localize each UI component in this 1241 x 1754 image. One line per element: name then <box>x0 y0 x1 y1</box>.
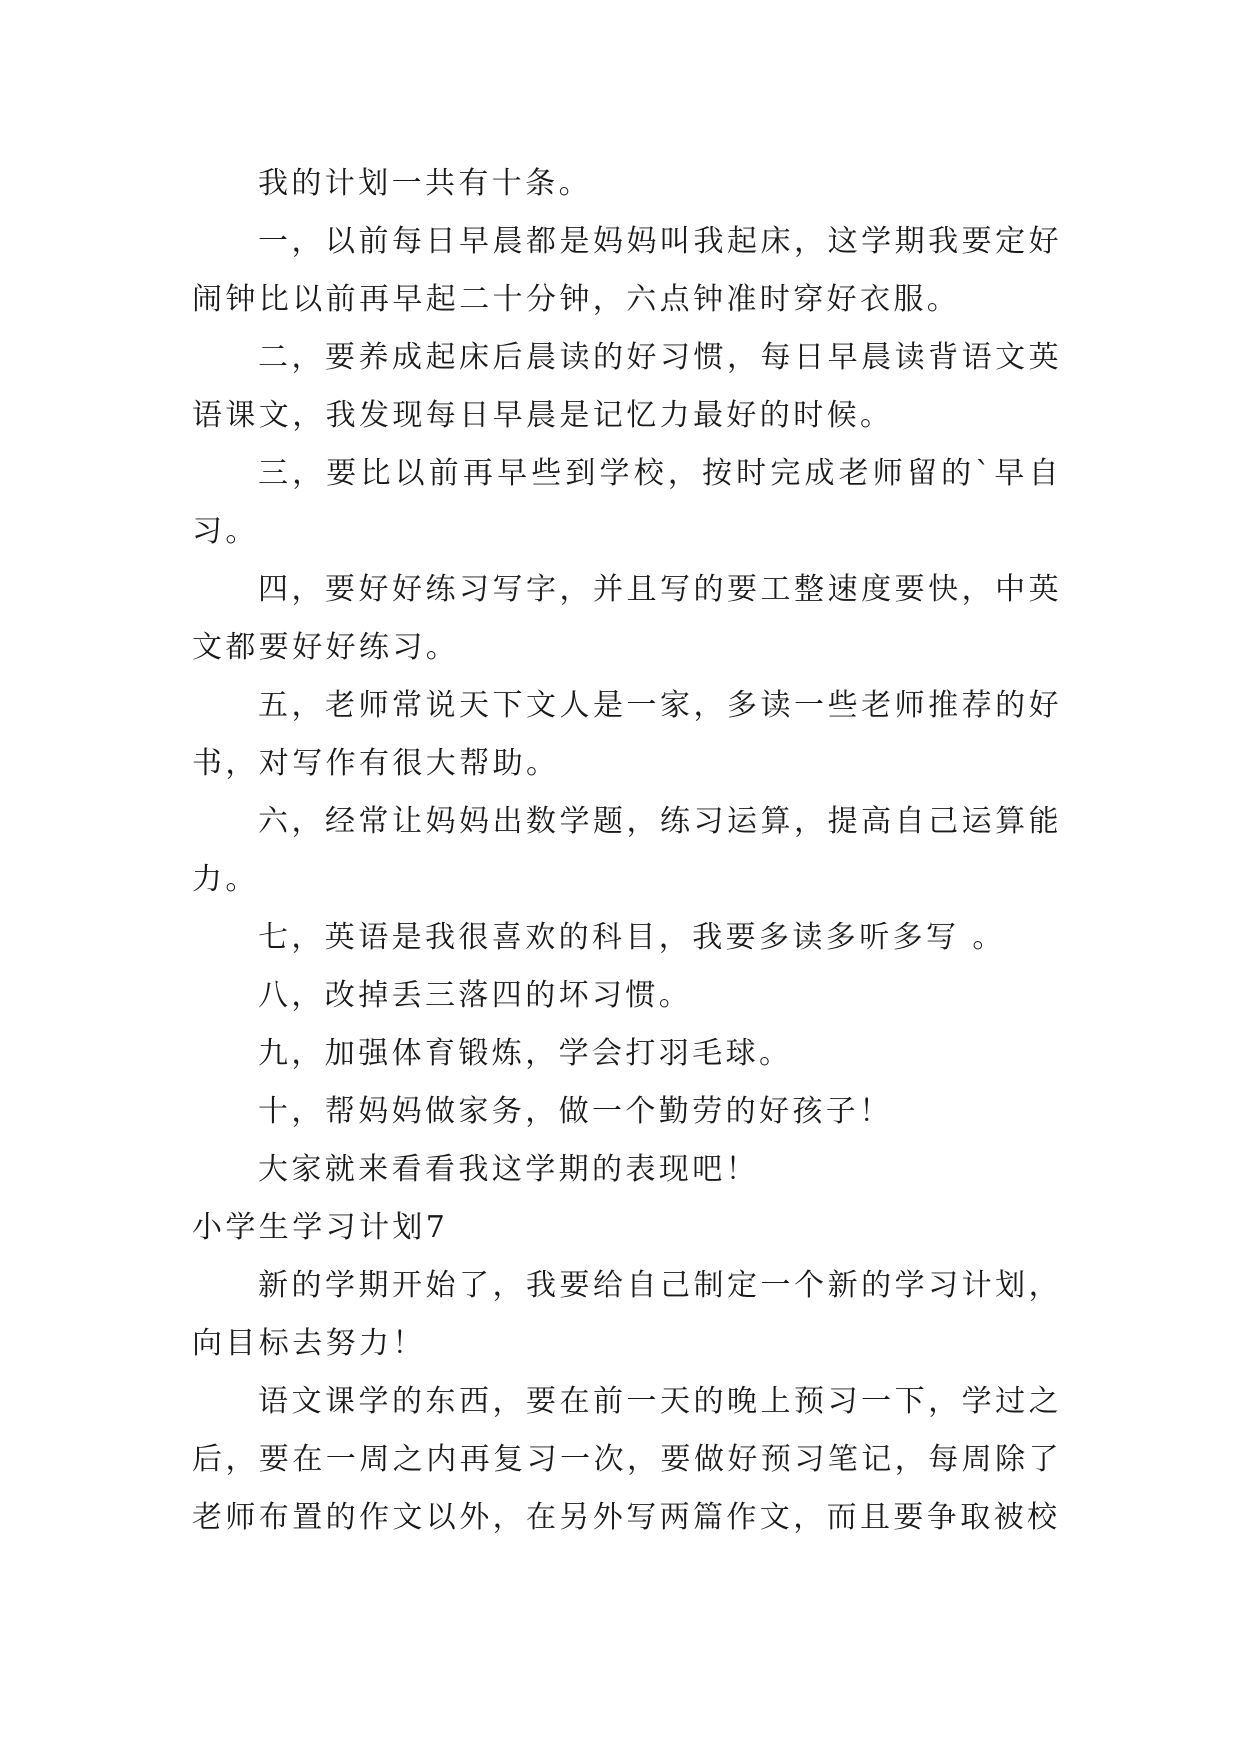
paragraph-item-10: 十，帮妈妈做家务，做一个勤劳的好孩子！ <box>258 1094 893 1129</box>
paragraph-item-9: 九，加强体育锻炼，学会打羽毛球。 <box>258 1036 793 1071</box>
section-heading: 小学生学习计划7 <box>192 1210 449 1245</box>
paragraph-item-8: 八，改掉丢三落四的坏习惯。 <box>258 978 693 1013</box>
paragraph-item-2: 二，要养成起床后晨读的好习惯，每日早晨读背语文英语课文，我发现每日早晨是记忆力最好的时候。 <box>192 340 1062 433</box>
paragraph-new-term: 新的学期开始了，我要给自己制定一个新的学习计划，向目标去努力！ <box>192 1268 1062 1361</box>
paragraph-item-1: 一，以前每日早晨都是妈妈叫我起床，这学期我要定好闹钟比以前再早起二十分钟，六点钟准时穿好衣服。 <box>192 224 1062 317</box>
paragraph-item-7: 七，英语是我很喜欢的科目，我要多读多听多写 。 <box>258 920 1006 955</box>
paragraph-closing: 大家就来看看我这学期的表现吧！ <box>258 1152 759 1187</box>
paragraph-item-5: 五，老师常说天下文人是一家，多读一些老师推荐的好书，对写作有很大帮助。 <box>192 688 1062 781</box>
paragraph-item-4: 四，要好好练习写字，并且写的要工整速度要快，中英文都要好好练习。 <box>192 572 1062 665</box>
document-page <box>192 155 1062 1547</box>
paragraph-chinese-class: 语文课学的东西，要在前一天的晚上预习一下，学过之后，要在一周之内再复习一次，要做好预习笔记，每周除了老师布置的作文以外，在另外写两篇作文，而且要争取被校 <box>192 1384 1062 1535</box>
paragraph-item-3: 三，要比以前再早些到学校，按时完成老师留的`早自习。 <box>192 456 1062 549</box>
paragraph-intro: 我的计划一共有十条。 <box>258 166 592 201</box>
paragraph-item-6: 六，经常让妈妈出数学题，练习运算，提高自己运算能力。 <box>192 804 1062 897</box>
